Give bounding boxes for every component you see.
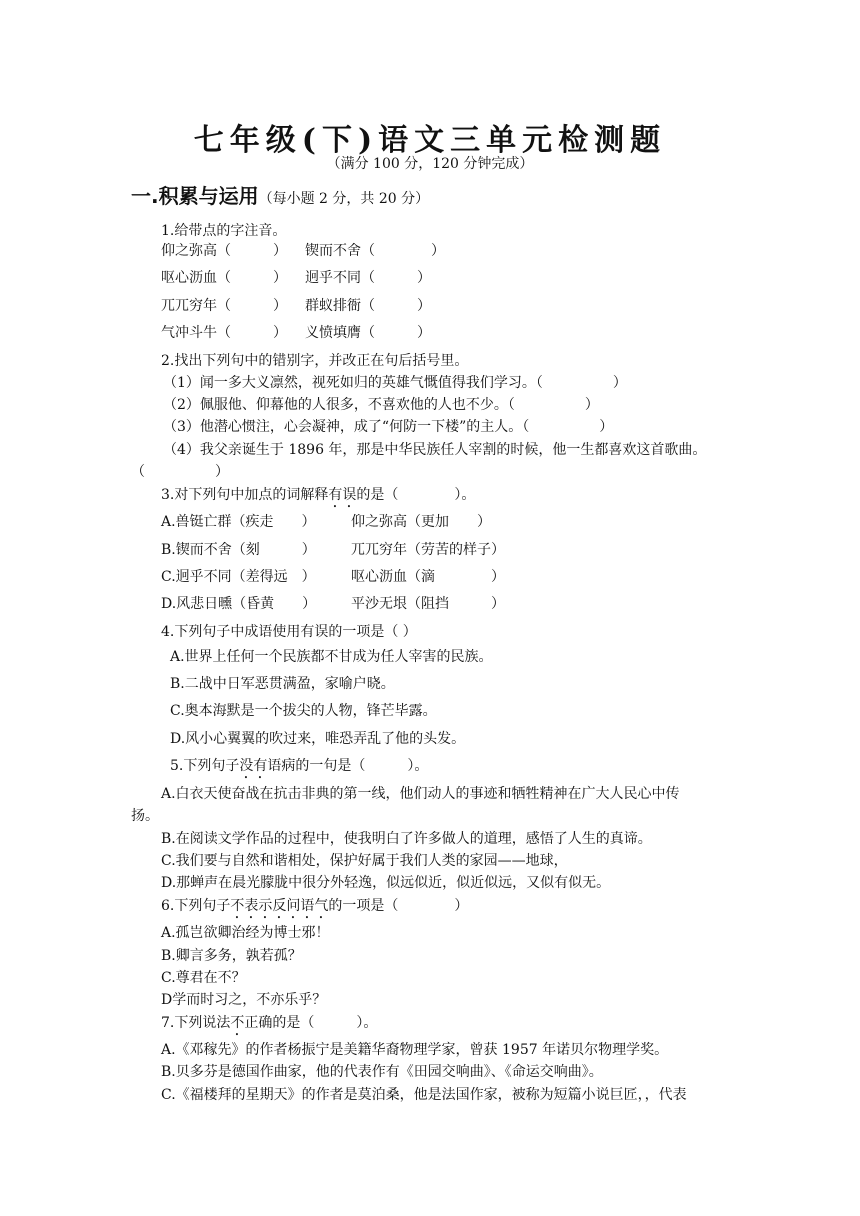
q2-sentence: （3）他潜心惯注，心会凝神，成了“何防一下楼”的主人。（ ）: [163, 419, 614, 435]
q4-option: D.风小心翼翼的吹过来，唯恐弄乱了他的头发。: [170, 731, 466, 747]
q3-stem: 3.对下列句中加点的词解释有误的是（ ）。: [161, 487, 476, 503]
q6-stem: 6.下列句子不表示反问语气的一项是（ ）: [161, 898, 469, 914]
q7-stem: 7.下列说法不正确的是（ ）。: [161, 1015, 378, 1031]
q1-stem: 1.给带点的字注音。: [161, 223, 287, 239]
page-subtitle: （满分 100 分，120 分钟完成）: [326, 156, 534, 172]
q1-item-b: 义愤填膺（ ）: [305, 325, 431, 341]
q5-option: C.我们要与自然和谐相处，保护好属于我们人类的家园——地球，: [161, 853, 568, 869]
q2-sentence: （2）佩服他、仰幕他的人很多，不喜欢他的人也不少。（ ）: [163, 397, 599, 413]
q1-item-b: 群蚁排衙（ ）: [305, 298, 431, 314]
q4-stem: 4.下列句子中成语使用有误的一项是（ ）: [161, 624, 417, 640]
q7-option: B.贝多芬是德国作曲家，他的代表作有《田园交响曲》、《命运交响曲》。: [161, 1064, 603, 1080]
q6-option: D学而时习之，不亦乐乎？: [161, 992, 327, 1008]
q5-option: D.那蝉声在晨光朦胧中很分外轻逸，似远似近，似近似远，又似有似无。: [161, 875, 611, 891]
q7-option: A.《邓稼先》的作者杨振宁是美籍华裔物理学家，曾获 1957 年诺贝尔物理学奖。: [161, 1042, 669, 1058]
q6-option: C.尊君在不？: [161, 970, 246, 986]
q3-option: 兀兀穷年（劳苦的样子）: [351, 542, 505, 558]
q3-option: D.风悲日曛（昏黄 ）: [161, 596, 317, 612]
q2-sentence: （1）闻一多大义凛然，视死如归的英雄气慨值得我们学习。（ ）: [163, 375, 627, 391]
q4-option: B.二战中日军恶贯满盈，家喻户晓。: [170, 676, 395, 692]
q2-answer-blank: （ ）: [131, 464, 229, 480]
q1-item-a: 兀兀穷年（ ）: [161, 298, 287, 314]
q5-option: A.白衣天使奋战在抗击非典的第一线，他们动人的事迹和牺牲精神在广大人民心中传: [161, 786, 680, 802]
q1-item-b: 迥乎不同（ ）: [305, 270, 431, 286]
q5-option: B.在阅读文学作品的过程中，使我明白了许多做人的道理，感悟了人生的真谛。: [161, 831, 652, 847]
q2-stem: 2.找出下列句中的错别字，并改正在句后括号里。: [161, 353, 469, 369]
q2-sentence: （4）我父亲诞生于 1896 年，那是中华民族任人宰割的时候，他一生都喜欢这首歌曲。: [163, 442, 707, 458]
q5-stem: 5.下列句子没有语病的一句是（ ）。: [170, 758, 429, 774]
q7-option: C.《福楼拜的星期天》的作者是莫泊桑，他是法国作家，被称为短篇小说巨匠，，代表: [161, 1087, 687, 1103]
q4-option: C.奥本海默是一个拔尖的人物，锋芒毕露。: [170, 703, 437, 719]
q3-option: B.锲而不舍（刻 ）: [161, 542, 316, 558]
page-title: 七年级(下)语文三单元检测题: [193, 123, 667, 158]
q3-option: A.兽铤亡群（疾走 ）: [161, 514, 316, 530]
q6-option: B.卿言多务，孰若孤？: [161, 948, 302, 964]
q1-item-a: 仰之弥高（ ）: [161, 243, 287, 259]
section-note: （每小题 2 分，共 20 分）: [258, 191, 430, 207]
section-heading: [131, 180, 429, 209]
q6-option: A.孤岂欲卿治经为博士邪！: [161, 925, 330, 941]
q3-option: 呕心沥血（滴 ）: [351, 569, 505, 585]
q3-option: C.迥乎不同（差得远 ）: [161, 569, 316, 585]
q3-option: 仰之弥高（更加 ）: [351, 514, 491, 530]
section-title: 一.积累与运用: [131, 184, 259, 208]
q1-item-a: 呕心沥血（ ）: [161, 270, 287, 286]
q5-option-cont: 扬。: [131, 808, 159, 824]
q4-option: A.世界上任何一个民族都不甘成为任人宰害的民族。: [170, 649, 493, 665]
q1-item-a: 气冲斗牛（ ）: [161, 325, 287, 341]
q1-item-b: 锲而不舍（ ）: [305, 243, 445, 259]
q3-option: 平沙无垠（阻挡 ）: [351, 596, 505, 612]
